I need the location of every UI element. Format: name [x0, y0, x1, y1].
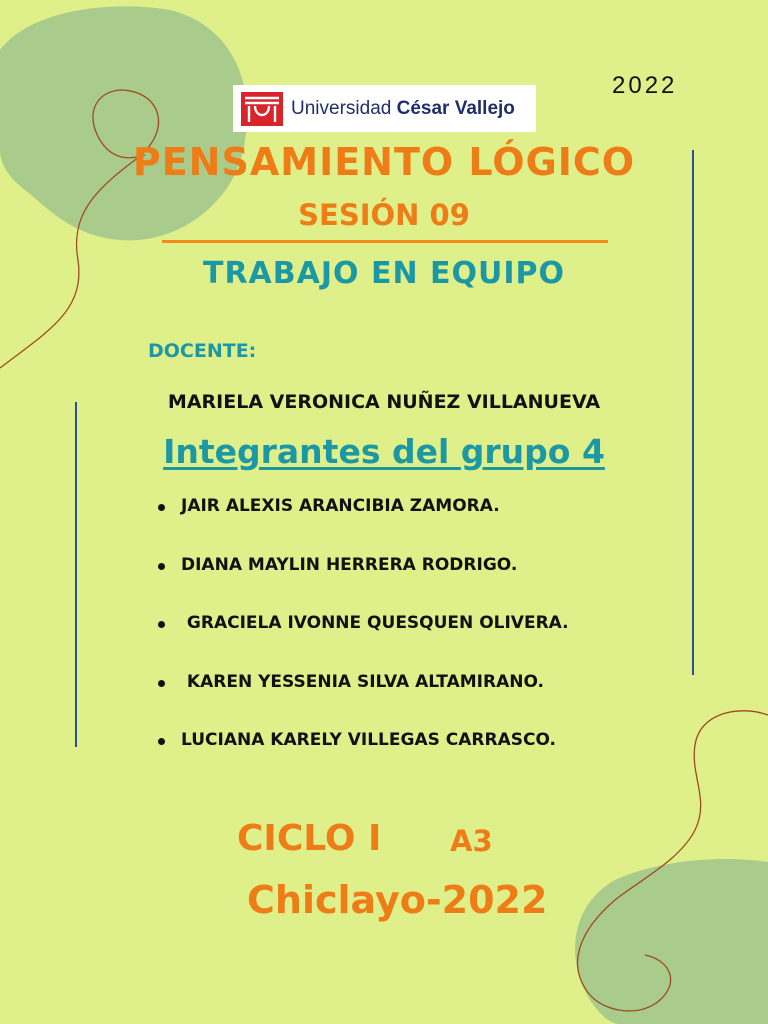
bullet-icon — [158, 680, 165, 687]
ciclo-label: CICLO I — [237, 818, 382, 859]
title-divider — [162, 240, 608, 243]
member-name: GRACIELA IVONNE QUESQUEN OLIVERA. — [181, 613, 569, 633]
member-name: JAIR ALEXIS ARANCIBIA ZAMORA. — [181, 496, 500, 516]
year-label: 2022 — [612, 72, 678, 99]
bottom-right-blob — [575, 859, 768, 1024]
session-label: SESIÓN 09 — [298, 198, 470, 232]
bullet-icon — [158, 738, 165, 745]
city-year-label: Chiclayo-2022 — [247, 878, 548, 922]
assignment-title: TRABAJO EN EQUIPO — [202, 256, 566, 291]
university-shield-icon — [241, 92, 283, 126]
list-item — [158, 672, 569, 731]
member-name: DIANA MAYLIN HERRERA RODRIGO. — [181, 554, 518, 575]
bullet-icon — [158, 563, 165, 570]
bullet-icon — [158, 504, 165, 511]
member-list — [158, 496, 569, 789]
list-item — [158, 555, 569, 614]
docente-name: MARIELA VERONICA NUÑEZ VILLANUEVA — [167, 391, 601, 413]
university-logo — [233, 85, 536, 132]
course-title: PENSAMIENTO LÓGICO — [132, 140, 636, 184]
section-label: A3 — [450, 824, 493, 858]
member-name: KAREN YESSENIA SILVA ALTAMIRANO. — [181, 671, 544, 692]
member-name: LUCIANA KARELY VILLEGAS CARRASCO. — [181, 730, 556, 750]
bullet-icon — [158, 621, 165, 628]
list-item — [158, 613, 569, 672]
list-item — [158, 730, 569, 789]
university-name — [291, 98, 515, 120]
university-name-bold: César Vallejo — [396, 97, 515, 119]
university-name-regular: Universidad — [291, 97, 397, 119]
docente-label: DOCENTE: — [148, 340, 257, 362]
group-title: Integrantes del grupo 4 — [163, 432, 605, 471]
list-item — [158, 496, 569, 555]
